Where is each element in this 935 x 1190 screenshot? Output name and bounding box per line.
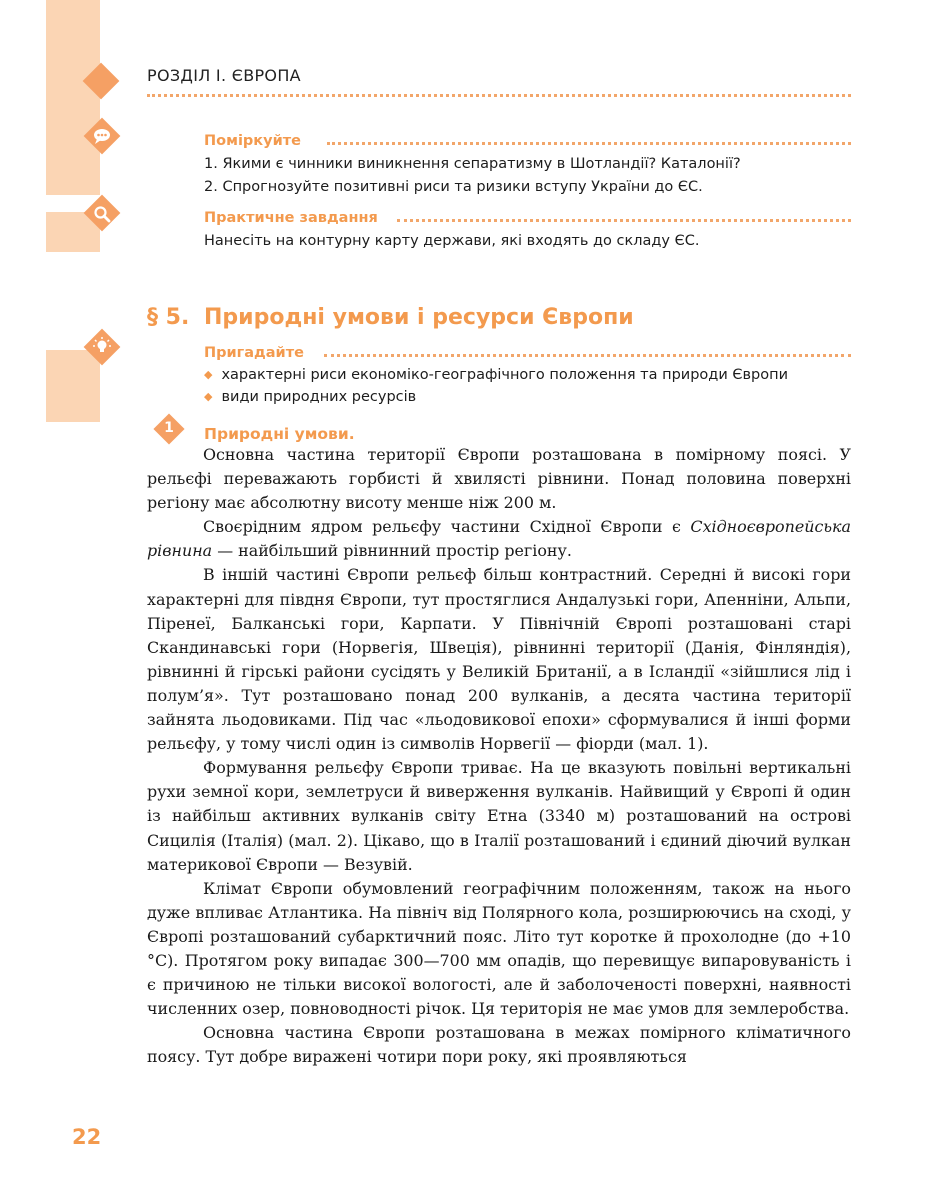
body-paragraph-5: Клімат Європи обумовлений географічним положенням, також на нього дуже впливає Атлантика. На північ від Полярного кола, розширюючись на сході, у Європі розташований субарктичний пояс. Літо тут коротке й прохолодне (до +10 °С). Протягом року випадає 300—700 мм опадів, що перевищує випаровуваність і є причиною не тільки високої вологості, але й заболоченості поверхні, наявності численних озер, повноводності річок. Ця територія не має умов для землеробства.: [147, 878, 851, 1019]
header-divider: [147, 94, 851, 97]
recall-item-1: ◆ характерні риси економіко-географічного положення та природи Європи: [204, 367, 788, 383]
think-title: Поміркуйте: [204, 133, 301, 149]
margin-bar-recall: [46, 350, 100, 422]
body-paragraph-3: В іншій частині Європи рельєф більш контрастний. Середні й високі гори характерні для півдня Європи, тут простяглися Андалузькі гори, Апенніни, Альпи, Піренеї, Балканські гори, Карпати. У Північній Європі розташовані старі Скандинавські гори (Норвегія, Швеція), рівнинні території (Данія, Фінляндія), рівнинні й гірські райони сусідять у Великій Британії, а в Ісландії «зійшлися лід і полум’я». Тут розташовано понад 200 вулканів, а десята частина території зайнята льодовиками. Під час «льодовикової епохи» сформувалися й інші форми рельєфу, у тому числі один із символів Норвегії — фіорди (мал. 1).: [147, 565, 851, 754]
think-question-1: 1. Якими є чинники виникнення сепаратизму в Шотландії? Каталонії?: [204, 156, 741, 172]
body-paragraph-1: Основна частина території Європи розташована в помірному поясі. У рельєфі переважають горбисті й хвилясті рівнини. Понад половина поверхні регіону має абсолютну висоту менше ніж 200 м.: [147, 445, 851, 513]
body-paragraph-2: Своєрідним ядром рельєфу частини Східної Європи є Східноєвропейська рівнина — найбільший рівнинний простір регіону.: [147, 517, 851, 561]
bullet-icon: ◆: [204, 390, 213, 403]
task-divider: [397, 219, 851, 222]
magnifier-glyph: [91, 203, 113, 225]
recall-title: Пригадайте: [204, 345, 304, 361]
body-paragraph-6: Основна частина Європи розташована в межах помірного кліматичного поясу. Тут добре виражені чотири пори року, які проявляються: [147, 1023, 851, 1067]
task-text: Нанесіть на контурну карту держави, які входять до складу ЄС.: [204, 233, 700, 249]
body-text: [147, 443, 851, 1069]
emphasis-term: Східноєвропейська рівнина: [147, 517, 851, 561]
subsection-number: 1: [164, 420, 174, 436]
subsection-title: Природні умови.: [204, 425, 355, 443]
page-number: 22: [72, 1125, 102, 1149]
think-question-2: 2. Спрогнозуйте позитивні риси та ризики вступу України до ЄС.: [204, 179, 703, 195]
paragraph-heading: Природні умови і ресурси Європи: [204, 305, 634, 330]
paragraph-title: [147, 305, 634, 330]
speech-bubble-glyph: [90, 125, 114, 147]
body-paragraph-4: Формування рельєфу Європи триває. На це вказують повільні вертикальні рухи земної кори, землетруси й виверження вулканів. Найвищий у Європі й один із найбільш активних вулканів світу Етна (3340 м) розташований на острові Сицилія (Італія) (мал. 2). Цікаво, що в Італії розташований і єдиний діючий вулкан материкової Європи — Везувій.: [147, 758, 851, 874]
recall-item-2: ◆ види природних ресурсів: [204, 389, 417, 405]
recall-divider: [324, 354, 851, 357]
section-header: РОЗДІЛ І. ЄВРОПА: [147, 66, 301, 85]
paragraph-number: § 5.: [147, 305, 190, 330]
margin-bar-top: [46, 0, 100, 195]
bullet-icon: ◆: [204, 368, 213, 381]
think-divider: [327, 142, 851, 145]
lightbulb-glyph: [90, 335, 114, 359]
task-title: Практичне завдання: [204, 210, 378, 226]
